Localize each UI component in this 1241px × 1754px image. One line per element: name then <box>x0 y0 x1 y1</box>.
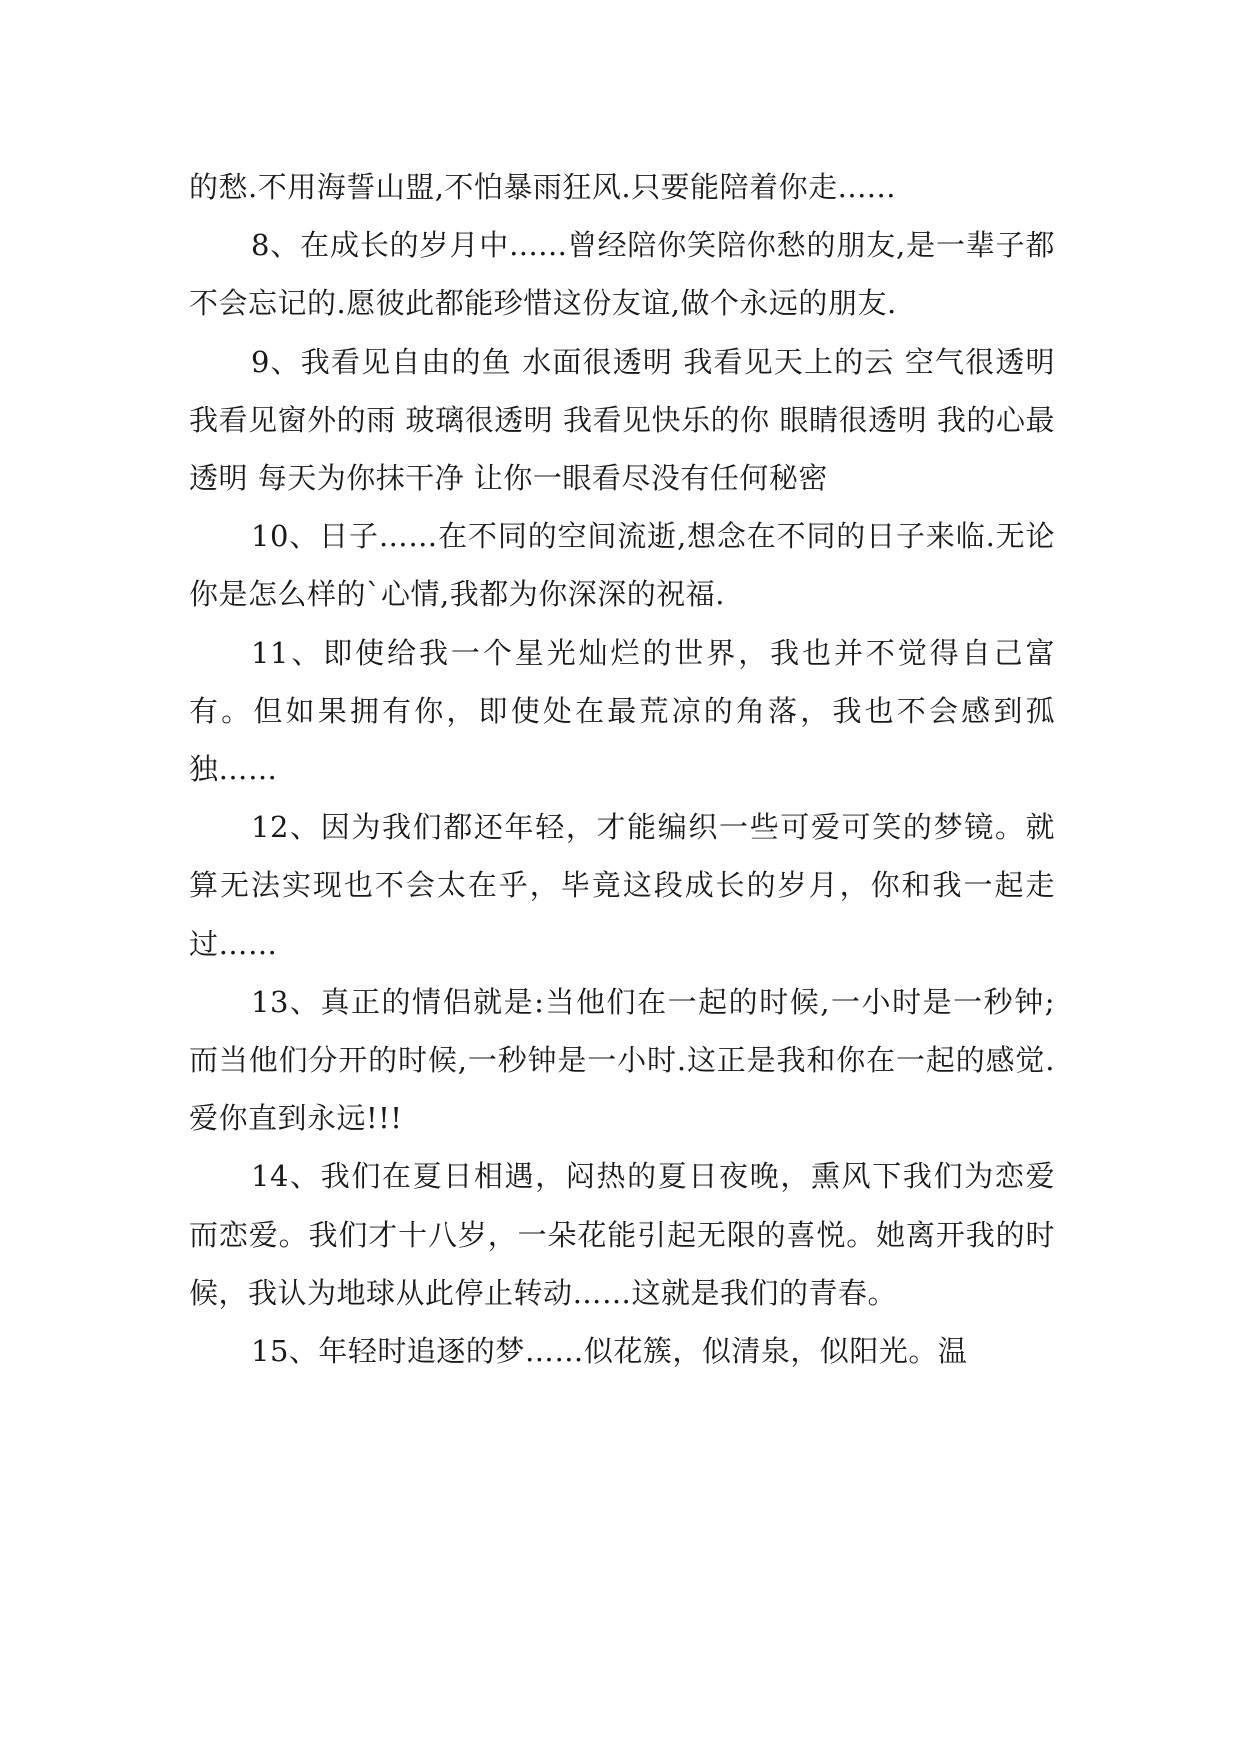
paragraph-8: 8、在成长的岁月中......曾经陪你笑陪你愁的朋友,是一辈子都不会忘记的.愿彼此都能珍惜这份友谊,做个永远的朋友. <box>189 228 1055 321</box>
paragraph-11: 11、即使给我一个星光灿烂的世界，我也并不觉得自己富有。但如果拥有你，即使处在最荒凉的角落，我也不会感到孤独…… <box>189 635 1055 787</box>
paragraph-15: 15、年轻时追逐的梦……似花簇，似清泉，似阳光。温 <box>251 1334 968 1369</box>
paragraph-13: 13、真正的情侣就是:当他们在一起的时候,一小时是一秒钟;而当他们分开的时候,一秒钟是一小时.这正是我和你在一起的感觉.爱你直到永远!!! <box>189 984 1055 1136</box>
paragraph-12: 12、因为我们都还年轻，才能编织一些可爱可笑的梦镜。就算无法实现也不会太在乎，毕竟这段成长的岁月，你和我一起走过…… <box>189 810 1055 961</box>
paragraph-continuation: 的愁.不用海誓山盟,不怕暴雨狂风.只要能陪着你走...... <box>189 170 896 204</box>
paragraph-10: 10、日子……在不同的空间流逝,想念在不同的日子来临.无论你是怎么样的`心情,我都为你深深的祝福. <box>189 519 1055 612</box>
document-body <box>189 158 1055 1380</box>
paragraph-14: 14、我们在夏日相遇，闷热的夏日夜晚，熏风下我们为恋爱而恋爱。我们才十八岁，一朵花能引起无限的喜悦。她离开我的时候，我认为地球从此停止转动……这就是我们的青春。 <box>189 1159 1055 1310</box>
paragraph-9: 9、我看见自由的鱼 水面很透明 我看见天上的云 空气很透明 我看见窗外的雨 玻璃很透明 我看见快乐的你 眼睛很透明 我的心最透明 每天为你抹干净 让你一眼看尽没有任何秘密 <box>189 344 1055 496</box>
